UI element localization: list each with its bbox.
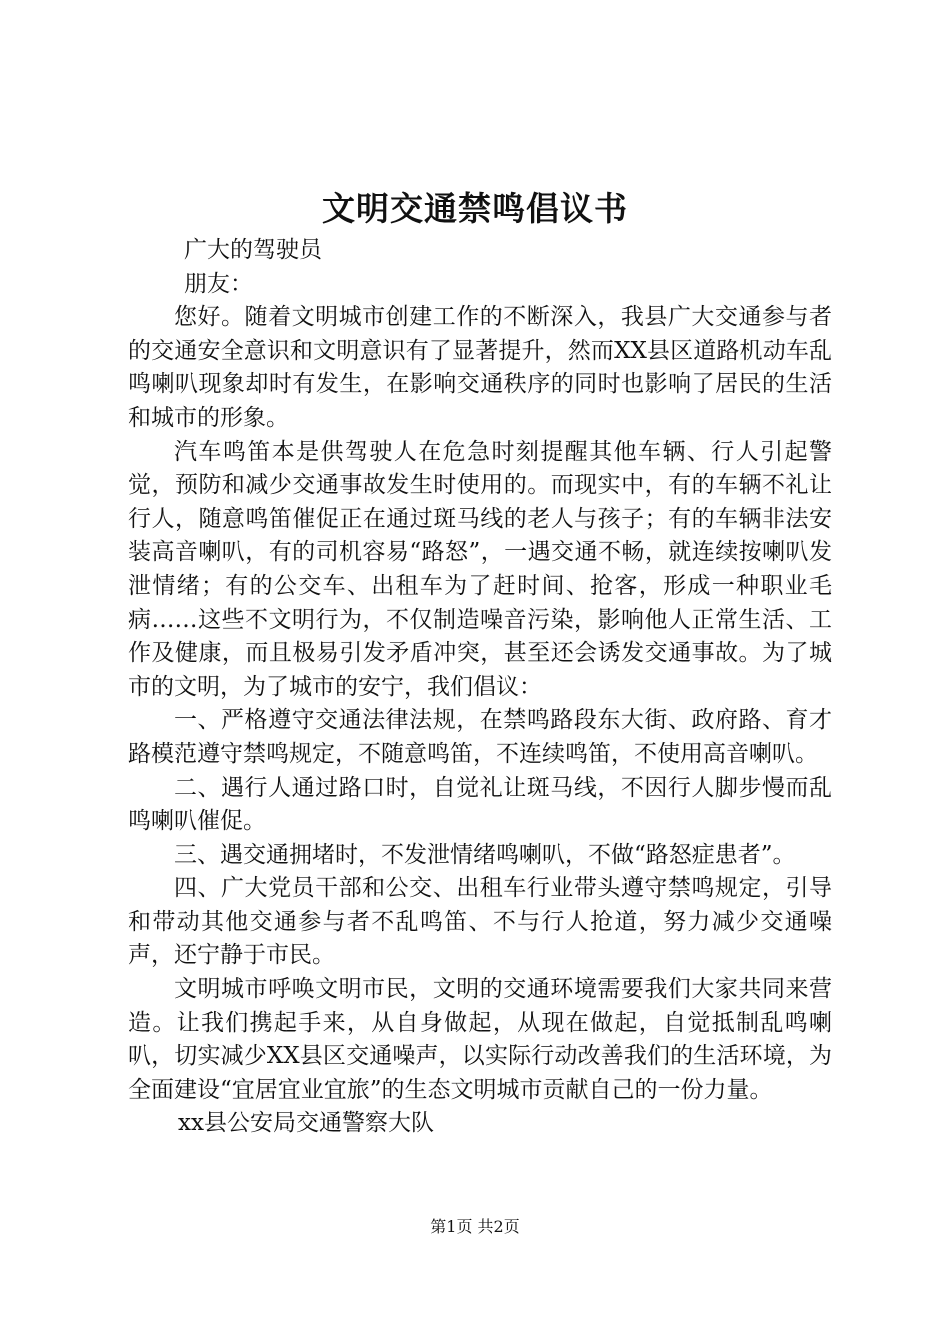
proposal-item-1: 一、严格遵守交通法律法规，在禁鸣路段东大街、政府路、育才路模范遵守禁鸣规定，不随意鸣笛，不连续鸣笛，不使用高音喇叭。 [128, 707, 832, 767]
paragraph-closing: 文明城市呼唤文明市民，文明的交通环境需要我们大家共同来营造。让我们携起手来，从自身做起，从现在做起，自觉抵制乱鸣喇叭，切实减少XX县区交通噪声，以实际行动改善我们的生活环境，为全面建设“宜居宜业宜旅”的生态文明城市贡献自己的一份力量。 [128, 976, 832, 1103]
greeting-line-2: 朋友： [184, 270, 253, 297]
greeting-line-1: 广大的驾驶员 [184, 237, 322, 263]
paragraph-problem: 汽车鸣笛本是供驾驶人在危急时刻提醒其他车辆、行人引起警觉，预防和减少交通事故发生时使用的。而现实中，有的车辆不礼让行人，随意鸣笛催促正在通过斑马线的老人与孩子；有的车辆非法安装高音喇叭，有的司机容易“路怒”，一遇交通不畅，就连续按喇叭发泄情绪；有的公交车、出租车为了赶时间、抢客，形成一种职业毛病……这些不文明行为，不仅制造噪音污染，影响他人正常生活、工作及健康，而且极易引发矛盾冲突，甚至还会诱发交通事故。为了城市的文明，为了城市的安宁，我们倡议： [128, 438, 832, 700]
paragraph-intro: 您好。随着文明城市创建工作的不断深入，我县广大交通参与者的交通安全意识和文明意识有了显著提升，然而XX县区道路机动车乱鸣喇叭现象却时有发生，在影响交通秩序的同时也影响了居民的生活和城市的形象。 [128, 304, 832, 431]
document-body [128, 234, 832, 1141]
page-footer: 第1页 共2页 [430, 1217, 520, 1236]
signature: xx县公安局交通警察大队 [178, 1110, 434, 1137]
proposal-item-3: 三、遇交通拥堵时，不发泄情绪鸣喇叭，不做“路怒症患者”。 [174, 841, 796, 868]
proposal-item-2: 二、遇行人通过路口时，自觉礼让斑马线，不因行人脚步慢而乱鸣喇叭催促。 [128, 774, 832, 835]
document-title: 文明交通禁鸣倡议书 [322, 189, 628, 228]
proposal-item-4: 四、广大党员干部和公交、出租车行业带头遵守禁鸣规定，引导和带动其他交通参与者不乱鸣笛、不与行人抢道，努力减少交通噪声，还宁静于市民。 [128, 875, 832, 969]
